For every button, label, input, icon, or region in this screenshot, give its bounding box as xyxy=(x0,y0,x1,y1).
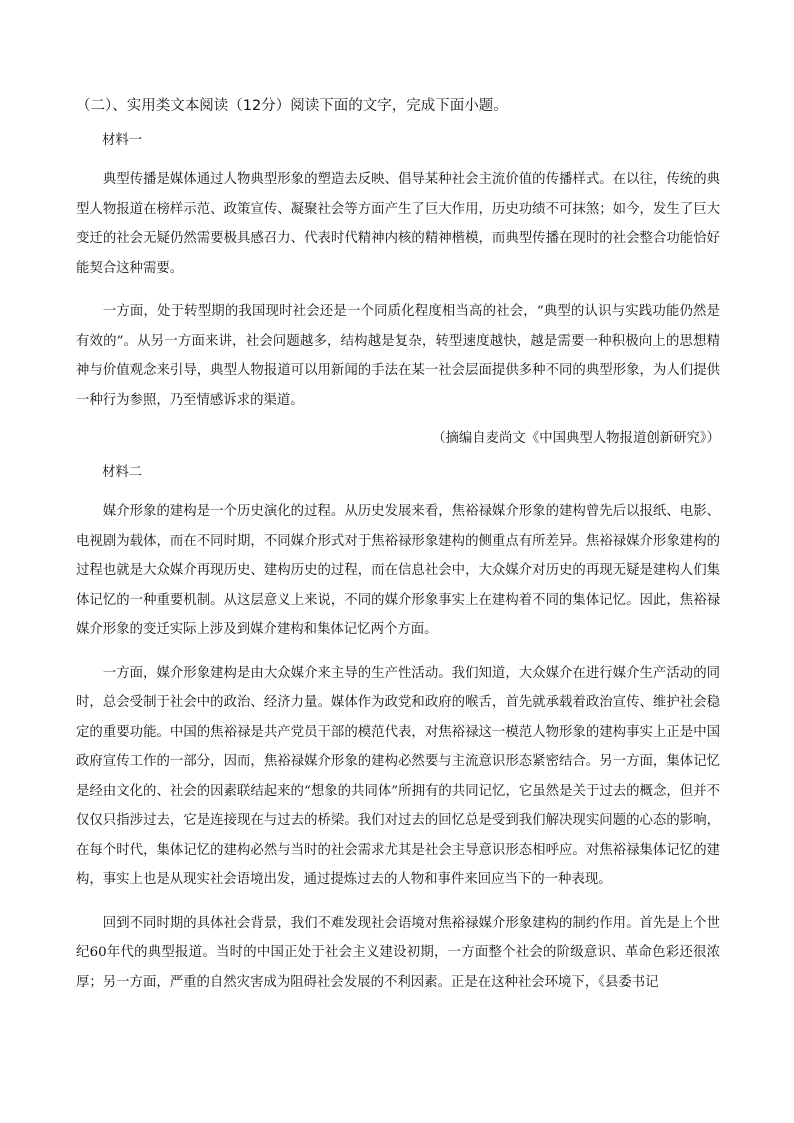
material-one-paragraph-2: 一方面，处于转型期的我国现时社会还是一个同质化程度相当高的社会，“典型的认识与实践功能仍然是有效的”。从另一方面来讲，社会问题越多，结构越是复杂，转型速度越快，越是需要一种积极向上的思想精神与价值观念来引导，典型人物报道可以用新闻的手法在某一社会层面提供多种不同的典型形象，为人们提供一种行为参照，乃至情感诉求的渠道。 xyxy=(76,304,720,408)
material-one-paragraph-1: 典型传播是媒体通过人物典型形象的塑造去反映、倡导某种社会主流价值的传播样式。在以往，传统的典型人物报道在榜样示范、政策宣传、凝聚社会等方面产生了巨大作用，历史功绩不可抹煞；如今，发生了巨大变迁的社会无疑仍然需要极具感召力、代表时代精神内核的精神楷模，而典型传播在现时的社会整合功能恰好能契合这种需要。 xyxy=(76,172,720,276)
material-two-paragraph-1: 媒介形象的建构是一个历史演化的过程。从历史发展来看，焦裕禄媒介形象的建构曾先后以报纸、电影、电视剧为载体，而在不同时期，不同媒介形式对于焦裕禄形象建构的侧重点有所差异。焦裕禄媒介形象建构的过程也就是大众媒介再现历史、建构历史的过程，而在信息社会中，大众媒介对历史的再现无疑是建构人们集体记忆的一种重要机制。从这层意义上来说，不同的媒介形象事实上在建构着不同的集体记忆。因此，焦裕禄媒介形象的变迁实际上涉及到媒介建构和集体记忆两个方面。 xyxy=(76,504,720,637)
material-one-source: （摘编自麦尚文《中国典型人物报道创新研究》） xyxy=(432,431,720,446)
material-two-paragraph-3: 回到不同时期的具体社会背景，我们不难发现社会语境对焦裕禄媒介形象建构的制约作用。首先是上个世纪60年代的典型报道。当时的中国正处于社会主义建设初期，一方面整个社会的阶级意识、革命色彩还很浓厚；另一方面，严重的自然灾害成为阻碍社会发展的不利因素。正是在这种社会环境下，《县委书记 xyxy=(76,915,720,990)
exam-page xyxy=(76,95,720,1011)
material-two-paragraph-2: 一方面，媒介形象建构是由大众媒介来主导的生产性活动。我们知道，大众媒介在进行媒介生产活动的同时，总会受制于社会中的政治、经济力量。媒体作为政党和政府的喉舌，首先就承载着政治宣传、维护社会稳定的重要功能。中国的焦裕禄是共产党员干部的模范代表，对焦裕禄这一模范人物形象的建构事实上正是中国政府宣传工作的一部分，因而，焦裕禄媒介形象的建构必然要与主流意识形态紧密结合。另一方面，集体记忆是经由文化的、社会的因素联结起来的“想象的共同体”所拥有的共同记忆，它虽然是关于过去的概念，但并不仅仅只指涉过去，它是连接现在与过去的桥梁。我们对过去的回忆总是受到我们解决现实问题的心态的影响，在每个时代，集体记忆的建构必然与当时的社会需求尤其是社会主导意识形态相呼应。对焦裕禄集体记忆的建构，事实上也是从现实社会语境出发，通过提炼过去的人物和事件来回应当下的一种表现。 xyxy=(76,665,720,887)
section-heading: （二）、实用类文本阅读（12分）阅读下面的文字，完成下面小题。 xyxy=(76,98,508,114)
material-one-label: 材料一 xyxy=(102,133,143,148)
material-two-label: 材料二 xyxy=(102,465,143,480)
